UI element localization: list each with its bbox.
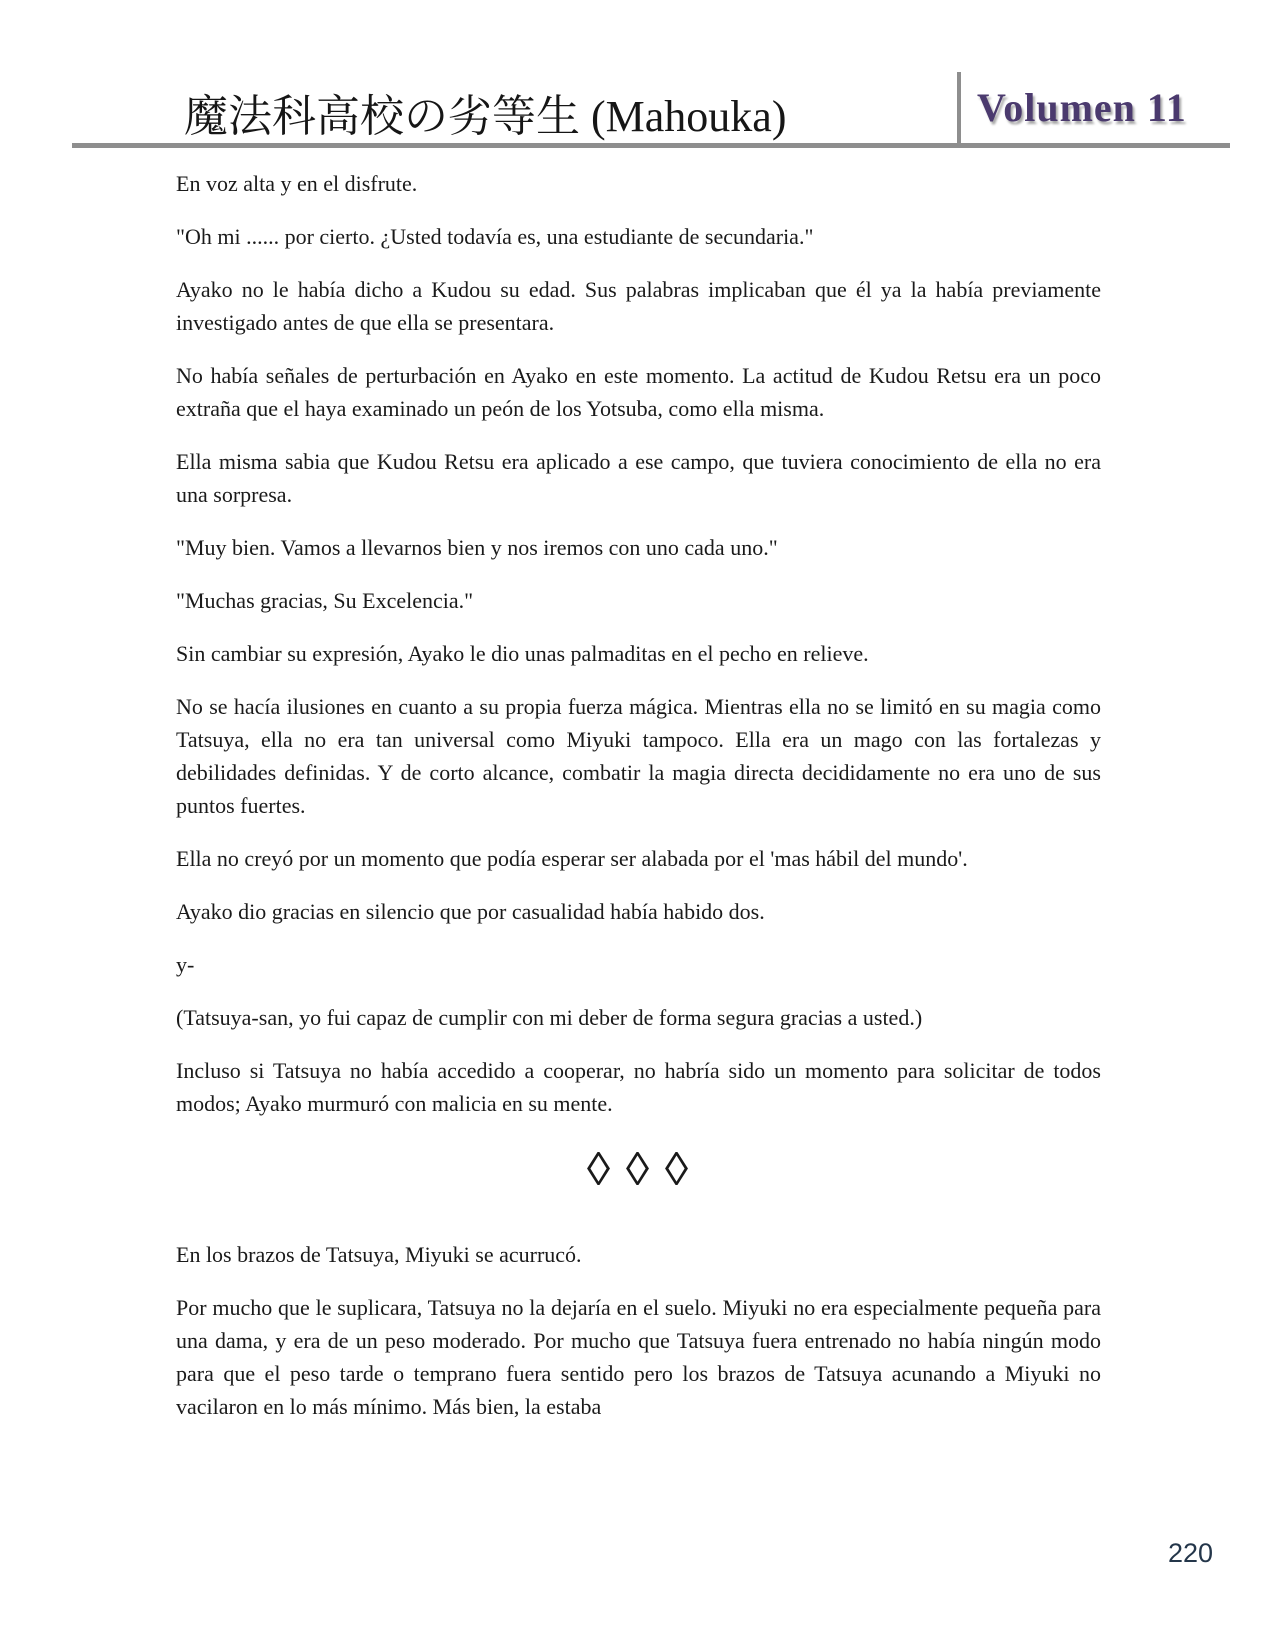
paragraph: Ayako dio gracias en silencio que por casualidad había habido dos.	[176, 899, 765, 924]
paragraph: "Oh mi ...... por cierto. ¿Usted todavía es, una estudiante de secundaria."	[176, 224, 814, 249]
page-number: 220	[1167, 1538, 1213, 1568]
paragraph: (Tatsuya-san, yo fui capaz de cumplir con mi deber de forma segura gracias a usted.)	[176, 1005, 923, 1030]
paragraph: Por mucho que le suplicara, Tatsuya no la dejaría en el suelo. Miyuki no era especialmente pequeña para una dama, y era de un peso moderado. Por mucho que Tatsuya fuera entrenado no había ningún modo para que el peso tarde o temprano fuera sentido pero los brazos de Tatsuya acunando a Miyuki no vacilaron en lo más mínimo. Más bien, la estaba	[176, 1295, 1101, 1419]
paragraph: "Muchas gracias, Su Excelencia."	[176, 588, 474, 613]
paragraph: Sin cambiar su expresión, Ayako le dio unas palmaditas en el pecho en relieve.	[176, 641, 869, 666]
paragraph: Incluso si Tatsuya no había accedido a cooperar, no habría sido un momento para solicitar de todos modos; Ayako murmuró con malicia en su mente.	[176, 1058, 1101, 1116]
paragraph: No había señales de perturbación en Ayako en este momento. La actitud de Kudou Retsu era un poco extraña que el haya examinado un peón de los Yotsuba, como ella misma.	[176, 363, 1101, 421]
paragraph: Ayako no le había dicho a Kudou su edad. Sus palabras implicaban que él ya la había previamente investigado antes de que ella se presentara.	[176, 277, 1101, 335]
paragraph: No se hacía ilusiones en cuanto a su propia fuerza mágica. Mientras ella no se limitó en su magia como Tatsuya, ella no era tan universal como Miyuki tampoco. Ella era un mago con las fortalezas y debilidades definidas. Y de corto alcance, combatir la magia directa decididamente no era uno de sus puntos fuertes.	[176, 694, 1101, 818]
paragraph: "Muy bien. Vamos a llevarnos bien y nos iremos con uno cada uno."	[176, 535, 778, 560]
page-header	[72, 60, 1230, 148]
scene-break-divider: ◊ ◊ ◊	[586, 1144, 691, 1196]
paragraph: y-	[176, 952, 195, 977]
paragraph: En los brazos de Tatsuya, Miyuki se acurrucó.	[176, 1242, 582, 1267]
volume-label: Volumen 11	[977, 85, 1187, 130]
book-title: 魔法科高校の劣等生 (Mahouka)	[184, 92, 787, 141]
volume-block	[957, 72, 1230, 143]
paragraph: Ella no creyó por un momento que podía esperar ser alabada por el 'mas hábil del mundo'.	[176, 846, 968, 871]
page-content	[176, 167, 1101, 1443]
paragraph: En voz alta y en el disfrute.	[176, 171, 418, 196]
paragraph: Ella misma sabia que Kudou Retsu era aplicado a ese campo, que tuviera conocimiento de ella no era una sorpresa.	[176, 449, 1101, 507]
